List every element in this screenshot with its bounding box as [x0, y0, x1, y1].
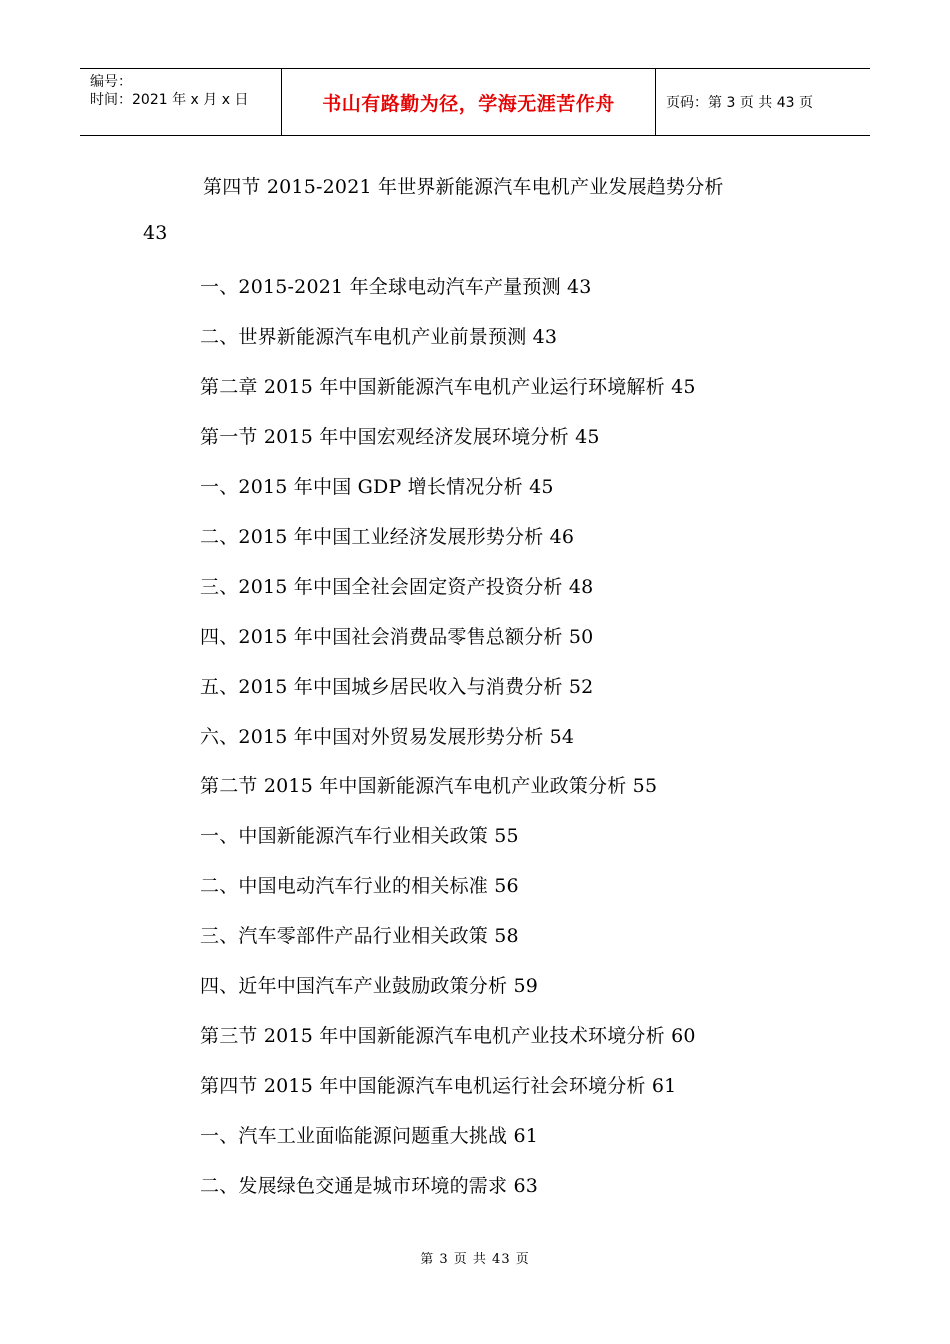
toc-entry: 一、汽车工业面临能源问题重大挑战 61 [200, 1125, 539, 1147]
toc-entry: 一、2015-2021 年全球电动汽车产量预测 43 [200, 276, 592, 298]
toc-entry: 一、中国新能源汽车行业相关政策 55 [200, 825, 519, 847]
toc-entry: 第一节 2015 年中国宏观经济发展环境分析 45 [200, 426, 600, 448]
toc-entry: 第三节 2015 年中国新能源汽车电机产业技术环境分析 60 [200, 1025, 696, 1047]
toc-entry: 第四节 2015 年中国能源汽车电机运行社会环境分析 61 [200, 1075, 677, 1097]
toc-entry: 五、2015 年中国城乡居民收入与消费分析 52 [200, 676, 594, 698]
motto-text: 书山有路勤为径，学海无涯苦作舟 [322, 92, 615, 115]
toc-entry: 第四节 2015-2021 年世界新能源汽车电机产业发展趋势分析 [203, 176, 724, 198]
toc-entry-page-number: 43 [143, 222, 168, 244]
toc-entry: 二、世界新能源汽车电机产业前景预测 43 [200, 326, 558, 348]
toc-entry: 四、近年中国汽车产业鼓励政策分析 59 [200, 975, 539, 997]
toc-entry: 二、发展绿色交通是城市环境的需求 63 [200, 1175, 539, 1197]
toc-entry: 六、2015 年中国对外贸易发展形势分析 54 [200, 726, 575, 748]
toc-entry: 三、2015 年中国全社会固定资产投资分析 48 [200, 576, 594, 598]
page-footer: 第 3 页 共 43 页 [420, 1252, 530, 1267]
toc-entry: 四、2015 年中国社会消费品零售总额分析 50 [200, 626, 594, 648]
page-info-text: 页码：第 3 页 共 43 页 [666, 95, 813, 111]
toc-entry: 二、2015 年中国工业经济发展形势分析 46 [200, 526, 575, 548]
page-header [80, 68, 870, 136]
header-meta [80, 69, 282, 135]
document-time-label: 时间：2021 年 x 月 x 日 [90, 92, 249, 108]
toc-entry: 第二节 2015 年中国新能源汽车电机产业政策分析 55 [200, 775, 658, 797]
document-number-label: 编号： [90, 74, 132, 90]
toc-entry: 第二章 2015 年中国新能源汽车电机产业运行环境解析 45 [200, 376, 696, 398]
toc-entry: 二、中国电动汽车行业的相关标准 56 [200, 875, 519, 897]
header-motto-cell [282, 69, 656, 135]
header-page-info [656, 69, 870, 135]
toc-entry: 一、2015 年中国 GDP 增长情况分析 45 [200, 476, 554, 498]
toc-entry: 三、汽车零部件产品行业相关政策 58 [200, 925, 519, 947]
